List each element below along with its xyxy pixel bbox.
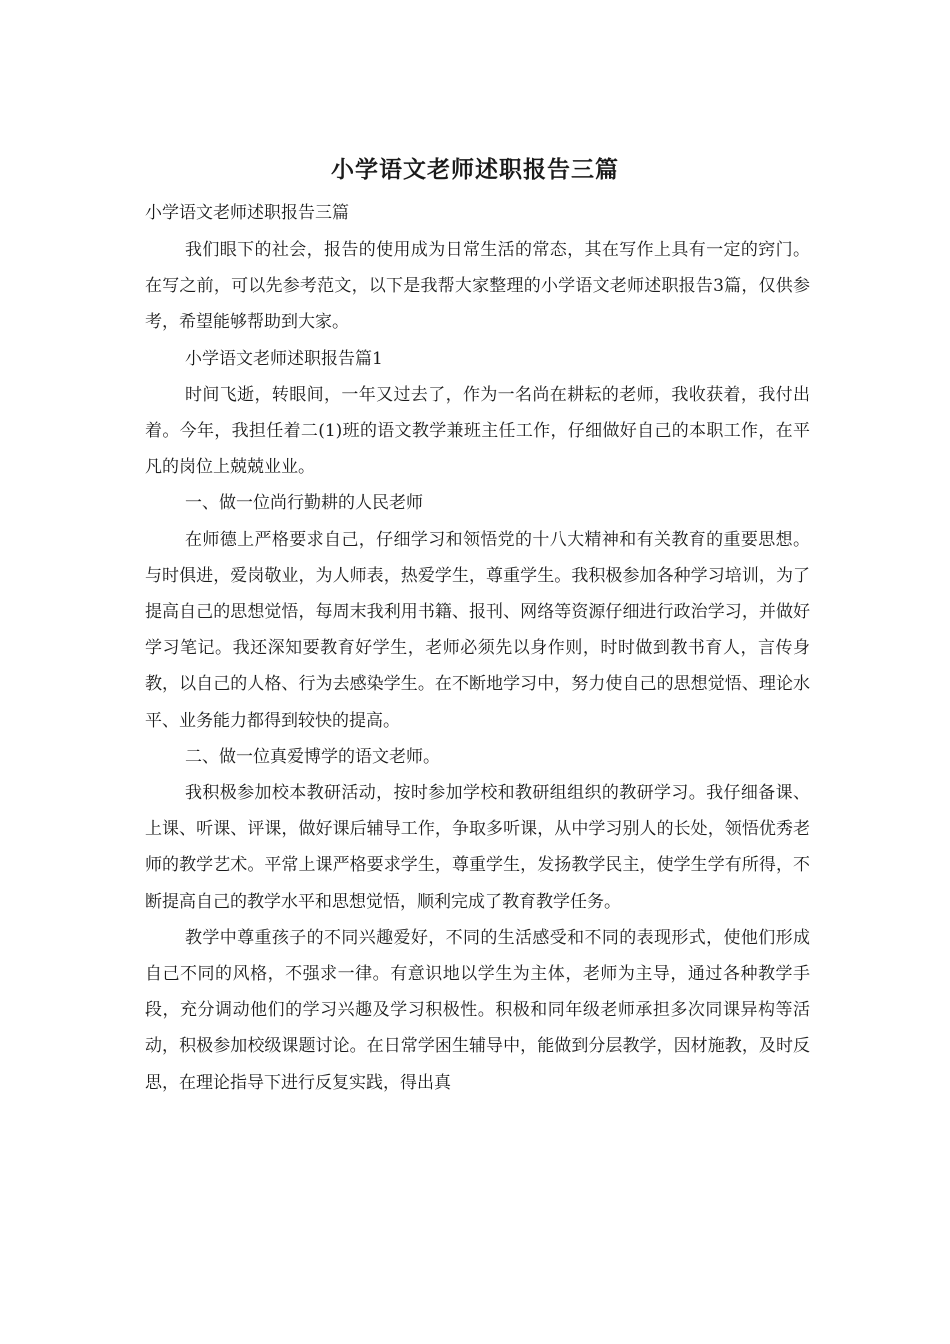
- paragraph: 我积极参加校本教研活动，按时参加学校和教研组组织的教研学习。我仔细备课、上课、听课、评课，做好课后辅导工作，争取多听课，从中学习别人的长处，领悟优秀老师的教学艺术。平常上课严格要求学生，尊重学生，发扬教学民主，使学生学有所得，不断提高自己的教学水平和思想觉悟，顺利完成了教育教学任务。: [145, 783, 810, 912]
- paragraph-intro: 我们眼下的社会，报告的使用成为日常生活的常态，其在写作上具有一定的窍门。在写之前，可以先参考范文，以下是我帮大家整理的小学语文老师述职报告3篇，仅供参考，希望能够帮助到大家。: [145, 240, 810, 333]
- section-heading: 二、做一位真爱博学的语文老师。: [185, 746, 440, 767]
- document-title: 小学语文老师述职报告三篇: [331, 156, 619, 183]
- paragraph: 时间飞逝，转眼间，一年又过去了，作为一名尚在耕耘的老师，我收获着，我付出着。今年，我担任着二(1)班的语文教学兼班主任工作，仔细做好自己的本职工作，在平凡的岗位上兢兢业业。: [145, 384, 810, 478]
- paragraph: 在师德上严格要求自己，仔细学习和领悟党的十八大精神和有关教育的重要思想。与时俱进，爱岗敬业，为人师表，热爱学生，尊重学生。我积极参加各种学习培训，为了提高自己的思想觉悟，每周末我利用书籍、报刊、网络等资源仔细进行政治学习，并做好学习笔记。我还深知要教育好学生，老师必须先以身作则，时时做到教书育人，言传身教，以自己的人格、行为去感染学生。在不断地学习中，努力使自己的思想觉悟、理论水平、业务能力都得到较快的提高。: [145, 529, 810, 731]
- section-heading-report-1: 小学语文老师述职报告篇1: [185, 348, 383, 369]
- document-body: [145, 232, 810, 1101]
- paragraph: 教学中尊重孩子的不同兴趣爱好，不同的生活感受和不同的表现形式，使他们形成自己不同的风格，不强求一律。有意识地以学生为主体，老师为主导，通过各种教学手段，充分调动他们的学习兴趣及学习积极性。积极和同年级老师承担多次同课异构等活动，积极参加校级课题讨论。在日常学困生辅导中，能做到分层教学，因材施教，及时反思，在理论指导下进行反复实践，得出真: [145, 927, 810, 1093]
- document-subtitle: 小学语文老师述职报告三篇: [145, 203, 349, 223]
- section-heading: 一、做一位尚行勤耕的人民老师: [185, 493, 423, 514]
